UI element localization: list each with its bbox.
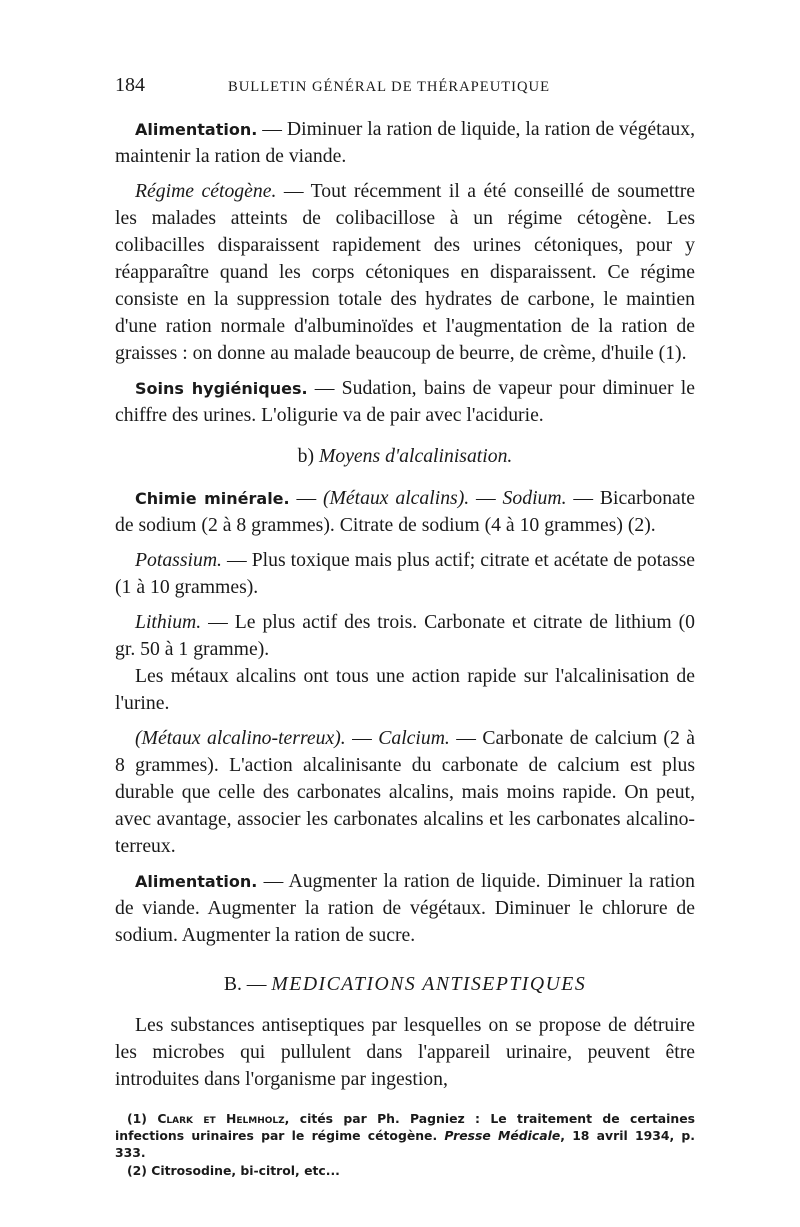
paragraph-text: — Augmenter la ration de liquide. Diminuer la ration de viande. Augmenter la ration de végétaux. Diminuer le chlorure de sodium. Augmenter la ration de sucre.	[115, 870, 695, 946]
page-header	[115, 74, 695, 100]
paragraph-chimie-minerale	[115, 485, 695, 539]
paragraph-text: — Le plus actif des trois. Carbonate et citrate de lithium (0 gr. 50 à 1 gramme).	[115, 611, 695, 660]
paragraph-label: Alimentation.	[135, 872, 258, 891]
footnote-journal: Presse Médicale	[444, 1128, 561, 1143]
page-content	[115, 74, 695, 1179]
dash: —	[289, 487, 323, 509]
dash: —	[345, 727, 379, 749]
paragraph-alimentation-1	[115, 116, 695, 170]
paragraph-text: — Tout récemment il a été conseillé de soumettre les malades atteints de colibacillose à un régime cétogène. Les colibacilles disparaissent rapidement des urines cétoniques, pour y réapparaître quand les corps cétoniques en disparaissent. Ce régime consiste en la suppression totale des hydrates de carbone, le maintien d'une ration normale d'albuminoïdes et l'augmentation de la ration de graisses : on donne au malade beaucoup de beurre, de crème, d'huile (1).	[115, 180, 695, 364]
paragraph-substances-antiseptiques	[115, 1012, 695, 1093]
group-label: (Métaux alcalins).	[322, 487, 470, 509]
paragraph-metaux-alcalins	[115, 663, 695, 717]
paragraph-alimentation-2	[115, 868, 695, 949]
footnotes	[115, 1110, 695, 1179]
footnote-marker: (1)	[127, 1111, 158, 1126]
paragraph-text: — Diminuer la ration de liquide, la ration de végétaux, maintenir la ration de viande.	[115, 118, 695, 167]
paragraph-label: Lithium.	[135, 611, 202, 633]
subsection-heading	[115, 443, 695, 470]
paragraph-calcium	[115, 725, 695, 860]
group-label: (Métaux alcalino-terreux).	[135, 727, 346, 749]
running-title: BULLETIN GÉNÉRAL DE THÉRAPEUTIQUE	[228, 79, 550, 95]
paragraph-lithium	[115, 609, 695, 663]
footnote-end: , 18 avril 1934, p. 333.	[115, 1128, 695, 1160]
paragraph-text: Les substances antiseptiques par lesquelles on se propose de détruire les microbes qui pullulent dans l'appareil urinaire, peuvent être introduites dans l'organisme par ingestion,	[115, 1014, 695, 1090]
footnote-text: , cités par Ph. Pagniez : Le traitement de certaines infections urinaires par le régime cétogène.	[115, 1111, 696, 1143]
footnote-1	[115, 1110, 695, 1161]
footnote-2: (2) Citrosodine, bi-citrol, etc...	[127, 1163, 340, 1178]
paragraph-label: Soins hygiéniques.	[135, 379, 308, 398]
subsection-prefix: b)	[297, 445, 319, 467]
page-number: 184	[115, 74, 145, 96]
paragraph-label: Alimentation.	[135, 120, 258, 139]
footnote-authors: Clark et Helmholz	[157, 1111, 285, 1126]
section-title: MEDICATIONS ANTISEPTIQUES	[271, 973, 587, 995]
paragraph-text: — Bicarbonate de sodium (2 à 8 grammes). Citrate de sodium (4 à 10 grammes) (2).	[115, 487, 695, 536]
section-heading	[115, 971, 695, 998]
paragraph-regime-cetogene	[115, 178, 695, 367]
paragraph-potassium	[115, 547, 695, 601]
paragraph-soins-hygieniques	[115, 375, 695, 429]
paragraph-text: — Sudation, bains de vapeur pour diminuer le chiffre des urines. L'oligurie va de pair avec l'acidurie.	[115, 377, 695, 426]
subsection-title: Moyens d'alcalinisation.	[318, 445, 513, 467]
paragraph-label: Potassium.	[135, 549, 222, 571]
element-label: Sodium.	[502, 487, 567, 509]
dash: —	[469, 487, 503, 509]
paragraph-text: — Plus toxique mais plus actif; citrate et acétate de potasse (1 à 10 grammes).	[115, 549, 695, 598]
paragraph-label: Régime cétogène.	[135, 180, 277, 202]
element-label: Calcium.	[378, 727, 450, 749]
paragraph-text: — Carbonate de calcium (2 à 8 grammes). L'action alcalinisante du carbonate de calcium est plus durable que celle des carbonates alcalins, mais moins rapide. On peut, avec avantage, associer les carbonates alcalins et les carbonates alcalino-terreux.	[115, 727, 695, 857]
paragraph-label: Chimie minérale.	[135, 489, 290, 508]
section-prefix: B. —	[223, 973, 272, 995]
paragraph-text: Les métaux alcalins ont tous une action rapide sur l'alcalinisation de l'urine.	[115, 665, 695, 714]
